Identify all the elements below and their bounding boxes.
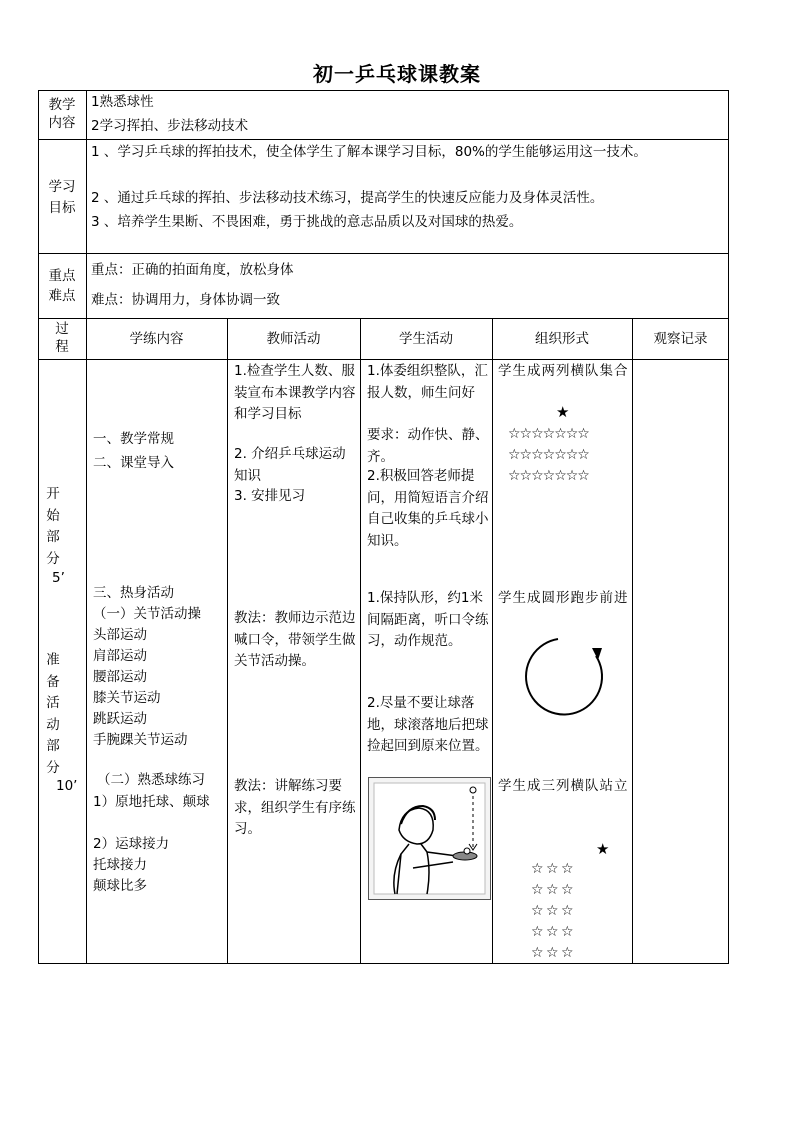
header-content: 学练内容 — [129, 331, 184, 347]
header-organization: 组织形式 — [535, 331, 589, 347]
goal-2: 2 、通过乒乓球的挥拍、步法移动技术练习，提高学生的快速反应能力及身体灵活性。 — [91, 190, 604, 206]
teacher-activity-2: 2. 介绍乒乓球运动知识 — [234, 446, 346, 484]
student-activity-2: 2.积极回答老师提问，用简短语言介绍自己收集的乒乓球小知识。 — [367, 468, 489, 549]
row-divider — [38, 253, 729, 254]
org-formation-3: 学生成三列横队站立 — [498, 778, 629, 794]
student-formation-two-rows: ☆☆☆☆☆☆☆ ☆☆☆☆☆☆☆ ☆☆☆☆☆☆☆ — [508, 426, 589, 484]
page-title: 初一乒乓球课教案 — [313, 62, 481, 86]
learning-ball-head: （二）熟悉球练习 — [97, 772, 205, 788]
section-start-label: 开 始 部 分 — [46, 486, 60, 567]
row-divider — [38, 359, 729, 360]
goal-1: 1 、学习乒乓球的挥拍技术，使全体学生了解本课学习目标，80%的学生能够运用这一技术。 — [91, 144, 647, 160]
col-divider — [227, 318, 228, 964]
header-observation: 观察记录 — [653, 331, 708, 347]
content-item-2: 2学习挥拍、步法移动技术 — [91, 118, 249, 134]
header-teacher: 教师活动 — [266, 331, 321, 347]
section-warmup-time: 10’ — [56, 778, 78, 794]
section-warmup-label: 准 备 活 动 部 分 — [46, 652, 60, 776]
student-activity-1: 1.体委组织整队，汇报人数，师生问好 — [367, 363, 488, 401]
teacher-star-1: ★ — [556, 403, 570, 421]
row-divider — [38, 318, 729, 319]
learning-ball-item-1: 1）原地托球、颠球 — [93, 794, 210, 810]
keypoints-label: 重点 难点 — [48, 268, 76, 304]
teacher-star-2: ★ — [596, 840, 610, 858]
key-point: 重点：正确的拍面角度，放松身体 — [91, 262, 294, 278]
org-formation-2: 学生成圆形跑步前进 — [498, 590, 629, 606]
student-requirement: 要求：动作快、静、齐。 — [367, 427, 489, 465]
ball-balance-illustration — [368, 777, 491, 900]
col-divider — [360, 318, 361, 964]
row-divider — [38, 139, 729, 140]
header-student: 学生活动 — [399, 331, 453, 347]
teacher-method-2: 教法：讲解练习要求，组织学生有序练习。 — [234, 778, 356, 837]
org-formation-1: 学生成两列横队集合 — [498, 363, 629, 379]
difficulty-point: 难点：协调用力，身体协调一致 — [91, 292, 280, 308]
section-start-time: 5’ — [52, 570, 65, 586]
content-label: 教学 内容 — [48, 97, 76, 131]
col-divider — [492, 318, 493, 964]
col-divider — [86, 90, 87, 964]
col-divider — [632, 318, 633, 964]
student-formation-three-rows: ☆ ☆ ☆ ☆ ☆ ☆ ☆ ☆ ☆ ☆ ☆ ☆ ☆ ☆ ☆ — [531, 861, 573, 961]
person-with-paddle-drawing — [369, 778, 490, 899]
teacher-activity-1: 1.检查学生人数、服装宣布本课教学内容和学习目标 — [234, 363, 356, 422]
student-warmup-1: 1.保持队形，约1米间隔距离，听口令练习，动作规范。 — [367, 590, 489, 649]
teacher-method-1: 教法：教师边示范边喊口令，带领学生做关节活动操。 — [234, 610, 356, 669]
learning-block-2: 三、热身活动 （一）关节活动操 头部运动 肩部运动 腰部运动 膝关节运动 跳跃运动 手腕踝关节运动 — [93, 585, 201, 748]
goals-label: 学习 目标 — [48, 179, 76, 216]
content-item-1: 1熟悉球性 — [91, 94, 154, 110]
circular-run-diagram — [518, 636, 608, 718]
learning-block-3: 2）运球接力 托球接力 颠球比多 — [93, 836, 170, 894]
learning-block-1: 一、教学常规 二、课堂导入 — [93, 431, 174, 471]
teacher-activity-3: 3. 安排见习 — [234, 488, 306, 504]
header-process: 过 程 — [55, 321, 69, 355]
goal-3: 3 、培养学生果断、不畏困难，勇于挑战的意志品质以及对国球的热爱。 — [91, 214, 523, 230]
student-warmup-2: 2.尽量不要让球落地，球滚落地后把球捡起回到原来位置。 — [367, 695, 489, 754]
